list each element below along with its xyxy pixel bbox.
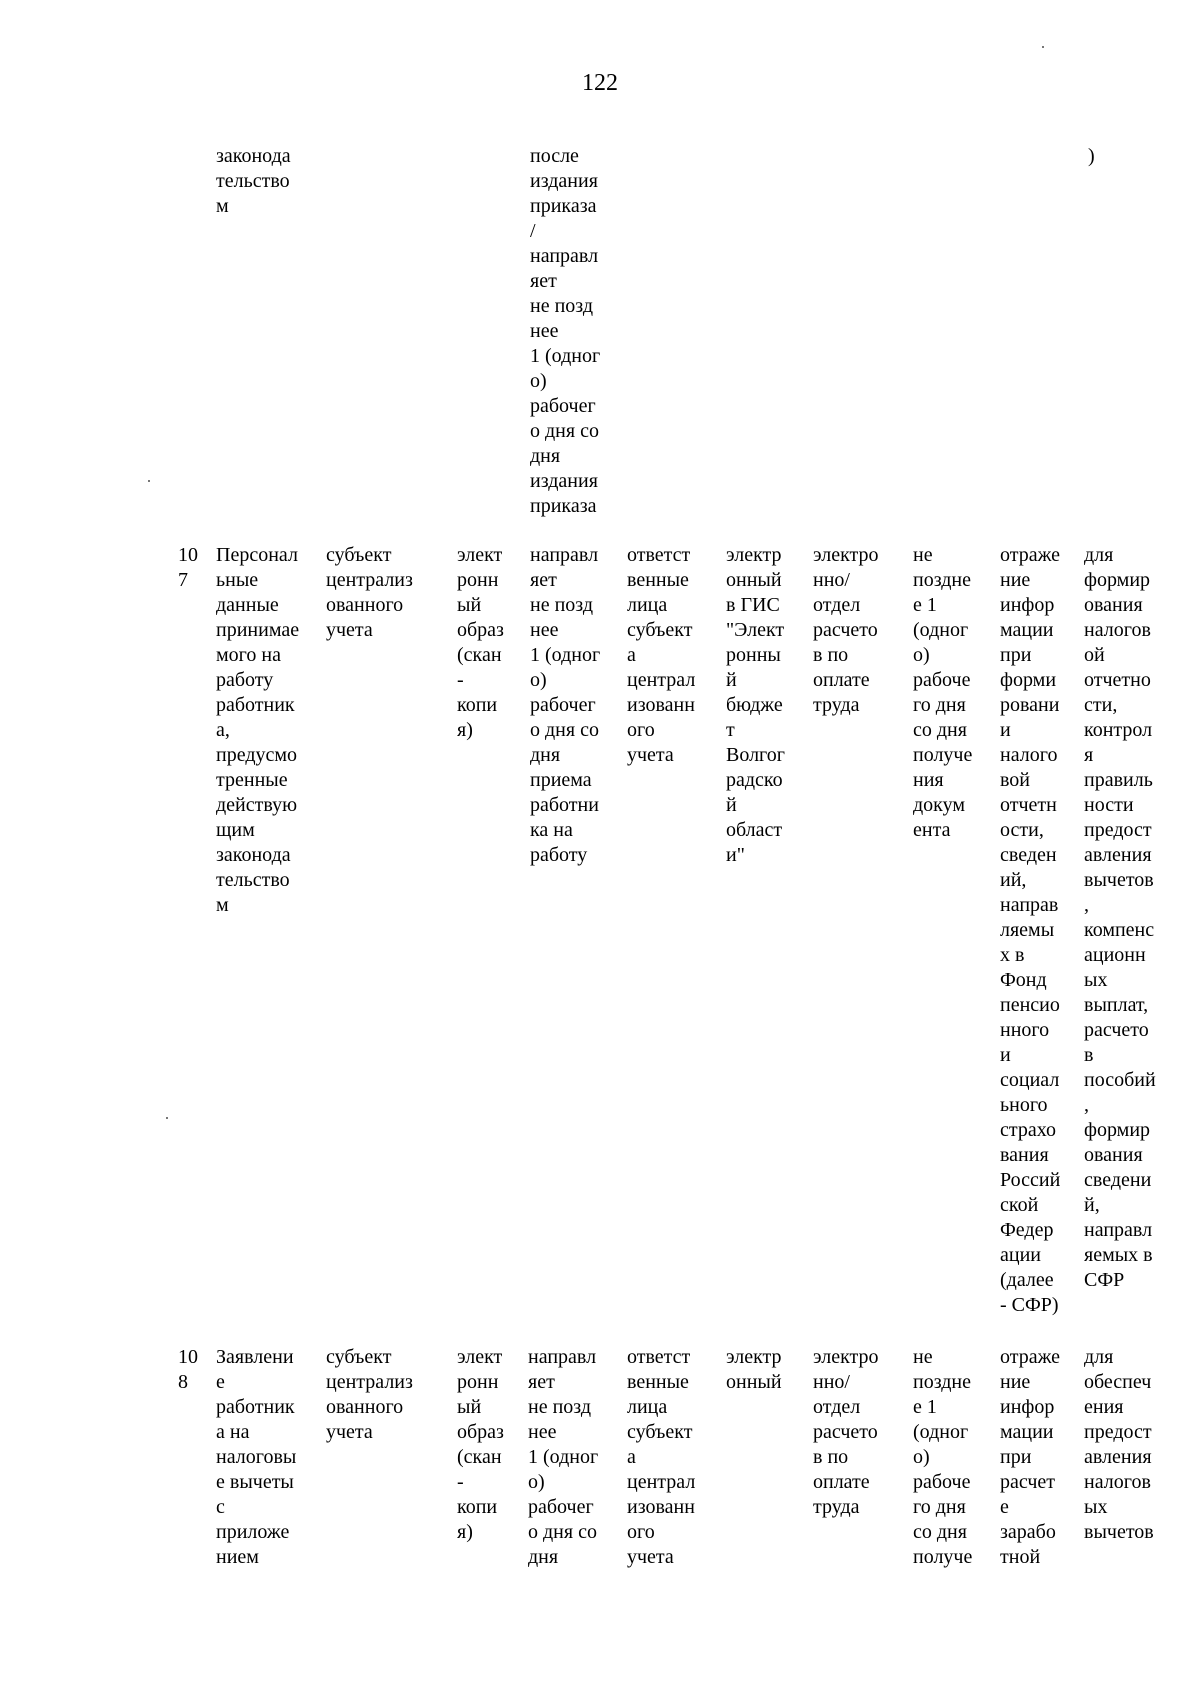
creator-cell: субъект централиз ованного учета xyxy=(326,544,413,641)
format-cell: элект ронн ый образ (скан - копи я) xyxy=(457,544,504,741)
row-number: 10 8 xyxy=(178,1346,198,1393)
continuation-purpose-end: ) xyxy=(1088,145,1095,167)
scan-speck xyxy=(1042,46,1044,48)
usage-cell: отраже ние инфор мации при форми ровани и налого вой отчетн ости, сведен ий, направ ляемы х в Фонд пенсио нного и социал ьного страхо вания Россий ской Федер ации (далее - СФР) xyxy=(1000,544,1061,1316)
row-number: 10 7 xyxy=(178,544,198,591)
storage-cell: электр онный в ГИС "Элект ронны й бюдже т Волгог радско й област и" xyxy=(726,544,785,866)
continuation-period: после издания приказа / направл яет не позд нее 1 (одног о) рабочег о дня со дня издания приказа xyxy=(530,145,601,517)
storage-cell: электр онный xyxy=(726,1346,782,1393)
usage-cell: отраже ние инфор мации при расчет е зарабо тной xyxy=(1000,1346,1061,1568)
purpose-cell: для формир ования налогов ой отчетно сти, контрол я правиль ности предост авления вычетов , компенс ационн ых выплат, расчето в пособий , формир ования сведени й, направл яемых в СФР xyxy=(1084,544,1156,1291)
period-cell: направл яет не позд нее 1 (одног о) рабочег о дня со дня xyxy=(528,1346,599,1568)
purpose-cell: для обеспеч ения предост авления налогов ых вычетов xyxy=(1084,1346,1154,1543)
responsible-cell: ответст венные лица субъект а централ изованн ого учета xyxy=(627,1346,696,1568)
creator-cell: субъект централиз ованного учета xyxy=(326,1346,413,1443)
page-number: 122 xyxy=(582,70,618,96)
period-cell: направл яет не позд нее 1 (одног о) рабочег о дня со дня приема работни ка на работу xyxy=(530,544,601,866)
deadline-cell: не поздне е 1 (одног о) рабоче го дня со дня получе xyxy=(913,1346,973,1568)
document-name-cell: Заявлени е работник а на налоговы е вычеты с приложе нием xyxy=(216,1346,297,1568)
responsible-cell: ответст венные лица субъект а централ изованн ого учета xyxy=(627,544,696,766)
format-cell: элект ронн ый образ (скан - копи я) xyxy=(457,1346,504,1543)
recipient-cell: электро нно/ отдел расчето в по оплате труда xyxy=(813,544,879,716)
deadline-cell: не поздне е 1 (одног о) рабоче го дня со дня получе ния докум ента xyxy=(913,544,973,841)
recipient-cell: электро нно/ отдел расчето в по оплате труда xyxy=(813,1346,879,1518)
document-name-cell: Персонал ьные данные принимае мого на работу работник а, предусмо тренные действую щим законода тельство м xyxy=(216,544,300,916)
scan-speck xyxy=(166,1117,168,1119)
scan-speck xyxy=(148,480,150,482)
continuation-doc-name: законода тельство м xyxy=(216,145,291,217)
